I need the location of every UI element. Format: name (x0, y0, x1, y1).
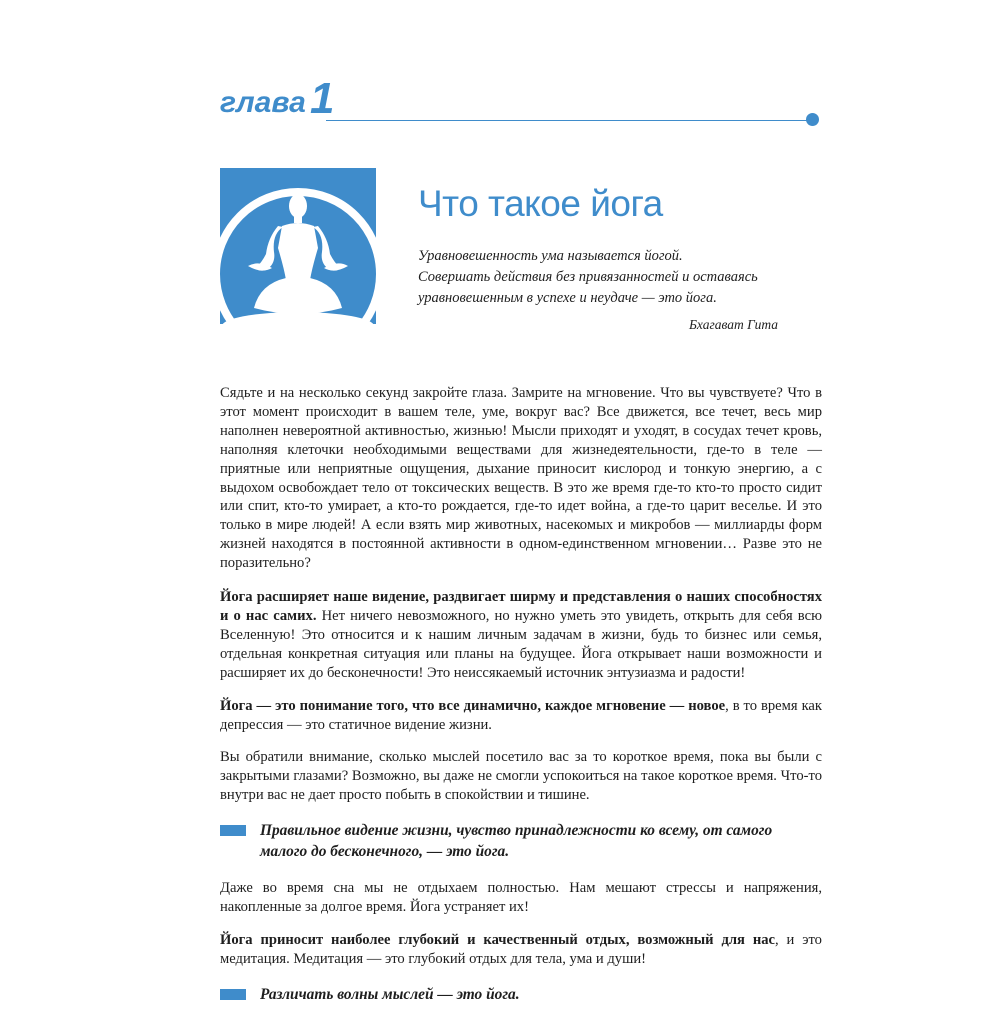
epigraph-line: Уравновешенность ума называется йогой. (418, 248, 683, 264)
paragraph: Даже во время сна мы не отдыхаем полностью. Нам мешают стрессы и напряжения, накопленные за долгое время. Йога устраняет их! (220, 880, 822, 916)
meditating-figure-icon (220, 168, 376, 324)
quote-bar-icon (220, 989, 246, 1000)
highlight-quote (220, 821, 822, 862)
quote-text: Правильное видение жизни, чувство принадлежности ко всему, от самого малого до бесконечного, — это йога. (260, 822, 773, 860)
paragraph-emphasis: Йога расширяет наше видение, раздвигает ширму и представления о наших способностях и о нас самих. (220, 589, 822, 624)
chapter-rule-dot (806, 113, 819, 126)
page-title: Что такое йога (418, 183, 663, 224)
chapter-number: 1 (310, 74, 335, 123)
quote-text: Различать волны мыслей — это йога. (260, 985, 520, 1003)
paragraph (220, 697, 822, 735)
chapter-heading (220, 76, 822, 126)
epigraph (418, 246, 798, 309)
paragraph-text: Нет ничего невозможного, но нужно уметь это увидеть, открыть для себя всю Вселенную! Это относится и к нашим личным задачам в жизни, будь то бизнес или семья, отдельная конкретная ситуация или планы на будущее. Йога открывает наши возможности и расширяет их до бесконечности! Это неиссякаемый источник энтузиазма и радости! (220, 607, 822, 681)
paragraph-text: , и это медитация. Медитация — это глубокий отдых для тела, ума и души! (220, 931, 822, 967)
paragraph-emphasis: Йога приносит наиболее глубокий и качественный отдых, возможный для нас (220, 931, 775, 948)
paragraph (220, 588, 822, 683)
paragraph: Сядьте и на несколько секунд закройте глаза. Замрите на мгновение. Что вы чувствуете? Что в этот момент происходит в вашем теле, уме, вокруг вас? Все движется, все течет, весь мир наполнен невероятной активностью, жизнью! Мысли приходят и уходят, в сосудах течет кровь, наполняя клеточки необходимыми веществами для жизнедеятельности, где-то в теле — приятные или неприятные ощущения, дыхание приносит кислород и тонкую энергию, а с выдохом освобождает тело от токсических веществ. В это же время где-то кто-то просто сидит или спит, кто-то умирает, а кто-то рождается, где-то идет война, а где-то царит веселье. И это только в мире людей! А если взять мир животных, насекомых и микробов — миллиарды форм жизней находятся в постоянной активности в одном-единственном мгновении… Разве это не поразительно? (220, 385, 822, 572)
paragraph (220, 931, 822, 969)
body-text (220, 384, 822, 1022)
paragraph: Вы обратили внимание, сколько мыслей посетило вас за то короткое время, пока вы были с закрытыми глазами? Возможно, вы даже не смогли успокоиться на такое короткое время. Что-то внутри вас не дает просто побыть в спокойствии и тишине. (220, 749, 822, 804)
chapter-label: глава (220, 86, 306, 119)
epigraph-author: Бхагават Гита (688, 317, 778, 332)
epigraph-line: уравновешенным в успехе и неудаче — это йога. (418, 290, 717, 306)
quote-bar-icon (220, 825, 246, 836)
paragraph-text: , в то время как депрессия — это статичное видение жизни. (220, 697, 823, 733)
epigraph-line: Совершать действия без привязанностей и оставаясь (418, 269, 758, 285)
highlight-quote (220, 985, 822, 1006)
chapter-rule (326, 120, 808, 121)
paragraph-emphasis: Йога — это понимание того, что все динамично, каждое мгновение — новое (220, 697, 726, 714)
